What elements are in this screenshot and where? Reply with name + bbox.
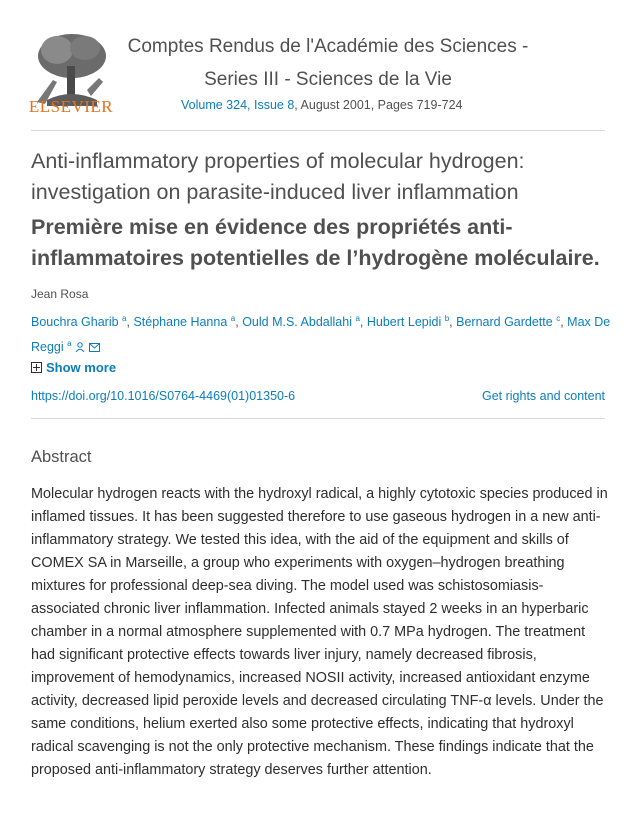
volume-issue-link[interactable]: Volume 324, Issue 8 [181, 98, 295, 112]
author-link[interactable]: Stéphane Hanna [133, 315, 228, 329]
mail-icon[interactable] [89, 343, 100, 352]
article-title: Anti-inflammatory properties of molecular hydrogen: investigation on parasite-induced liver inflammation [31, 149, 525, 204]
author-link[interactable]: Ould M.S. Abdallahi [242, 315, 352, 329]
author-affiliation[interactable]: c [556, 314, 561, 323]
author-affiliation[interactable]: a [230, 314, 236, 323]
author-affiliation[interactable]: a [355, 314, 360, 323]
header-divider [31, 130, 605, 131]
person-icon[interactable] [75, 342, 85, 352]
author-affiliation[interactable]: a [67, 339, 72, 348]
author-link[interactable]: Hubert Lepidi [366, 315, 442, 329]
author-affiliation[interactable]: b [444, 314, 450, 323]
issue-date-pages: , August 2001, Pages 719-724 [294, 98, 463, 112]
issue-info [181, 98, 462, 112]
show-more-label: Show more [46, 360, 117, 375]
publisher-wordmark: ELSEVIER [28, 97, 114, 116]
journal-title [113, 30, 543, 96]
doi-link[interactable]: https://doi.org/10.1016/S0764-4469(01)01350-6 [31, 389, 296, 403]
author-link[interactable]: Bouchra Gharib [31, 315, 119, 329]
main-author: Jean Rosa [31, 287, 89, 301]
show-more-button[interactable] [31, 360, 116, 375]
author-link[interactable]: Max De Reggi [31, 315, 611, 354]
journal-title-line1[interactable]: Comptes Rendus de l'Académie des Sciences - [127, 36, 529, 57]
journal-title-line2[interactable]: Series III - Sciences de la Vie [204, 69, 452, 90]
abstract-text: Molecular hydrogen reacts with the hydroxyl radical, a highly cytotoxic species produced in inflamed tissues. It has been suggested therefore to use gaseous hydrogen in a new anti-inflammatory strategy. We tested this idea, with the aid of the equipment and skills of COMEX SA in Marseille, a group who experiments with oxygen–hydrogen breathing mixtures for professional deep-sea diving. The model used was schistosomiasis-associated chronic liver inflammation. Infected animals stayed 2 weeks in an hyperbaric chamber in a normal atmosphere supplemented with 0.7 MPa hydrogen. The treatment had significant protective effects towards liver injury, namely decreased fibrosis, improvement of hemodynamics, increased NOSII activity, increased antioxidant enzyme activity, decreased lipid peroxide levels and decreased circulating TNF-α levels. Under the same conditions, helium exerted also some protective effects, indicating that hydroxyl radical scavenging is not the only protective mechanism. These findings indicate that the proposed anti-inflammatory strategy deserves further attention. [31, 486, 608, 778]
plus-box-icon [31, 362, 42, 373]
article-title-french: Première mise en évidence des propriétés anti-inflammatoires potentielles de l’hydrogène moléculaire. [31, 215, 600, 270]
author-list: Bouchra Gharib $^a$, Stéphane Hanna $^a$, Ould M.S. Abdallahi $^a$, Hubert Lepidi $^b$, Bernard Gardette $^c$, Max De Reggi $^a$ [31, 314, 611, 354]
section-divider [31, 418, 605, 419]
author-affiliation[interactable]: a [122, 314, 127, 323]
rights-link[interactable]: Get rights and content [482, 389, 605, 403]
abstract-heading: Abstract [31, 448, 92, 466]
author-link[interactable]: Bernard Gardette [456, 315, 553, 329]
